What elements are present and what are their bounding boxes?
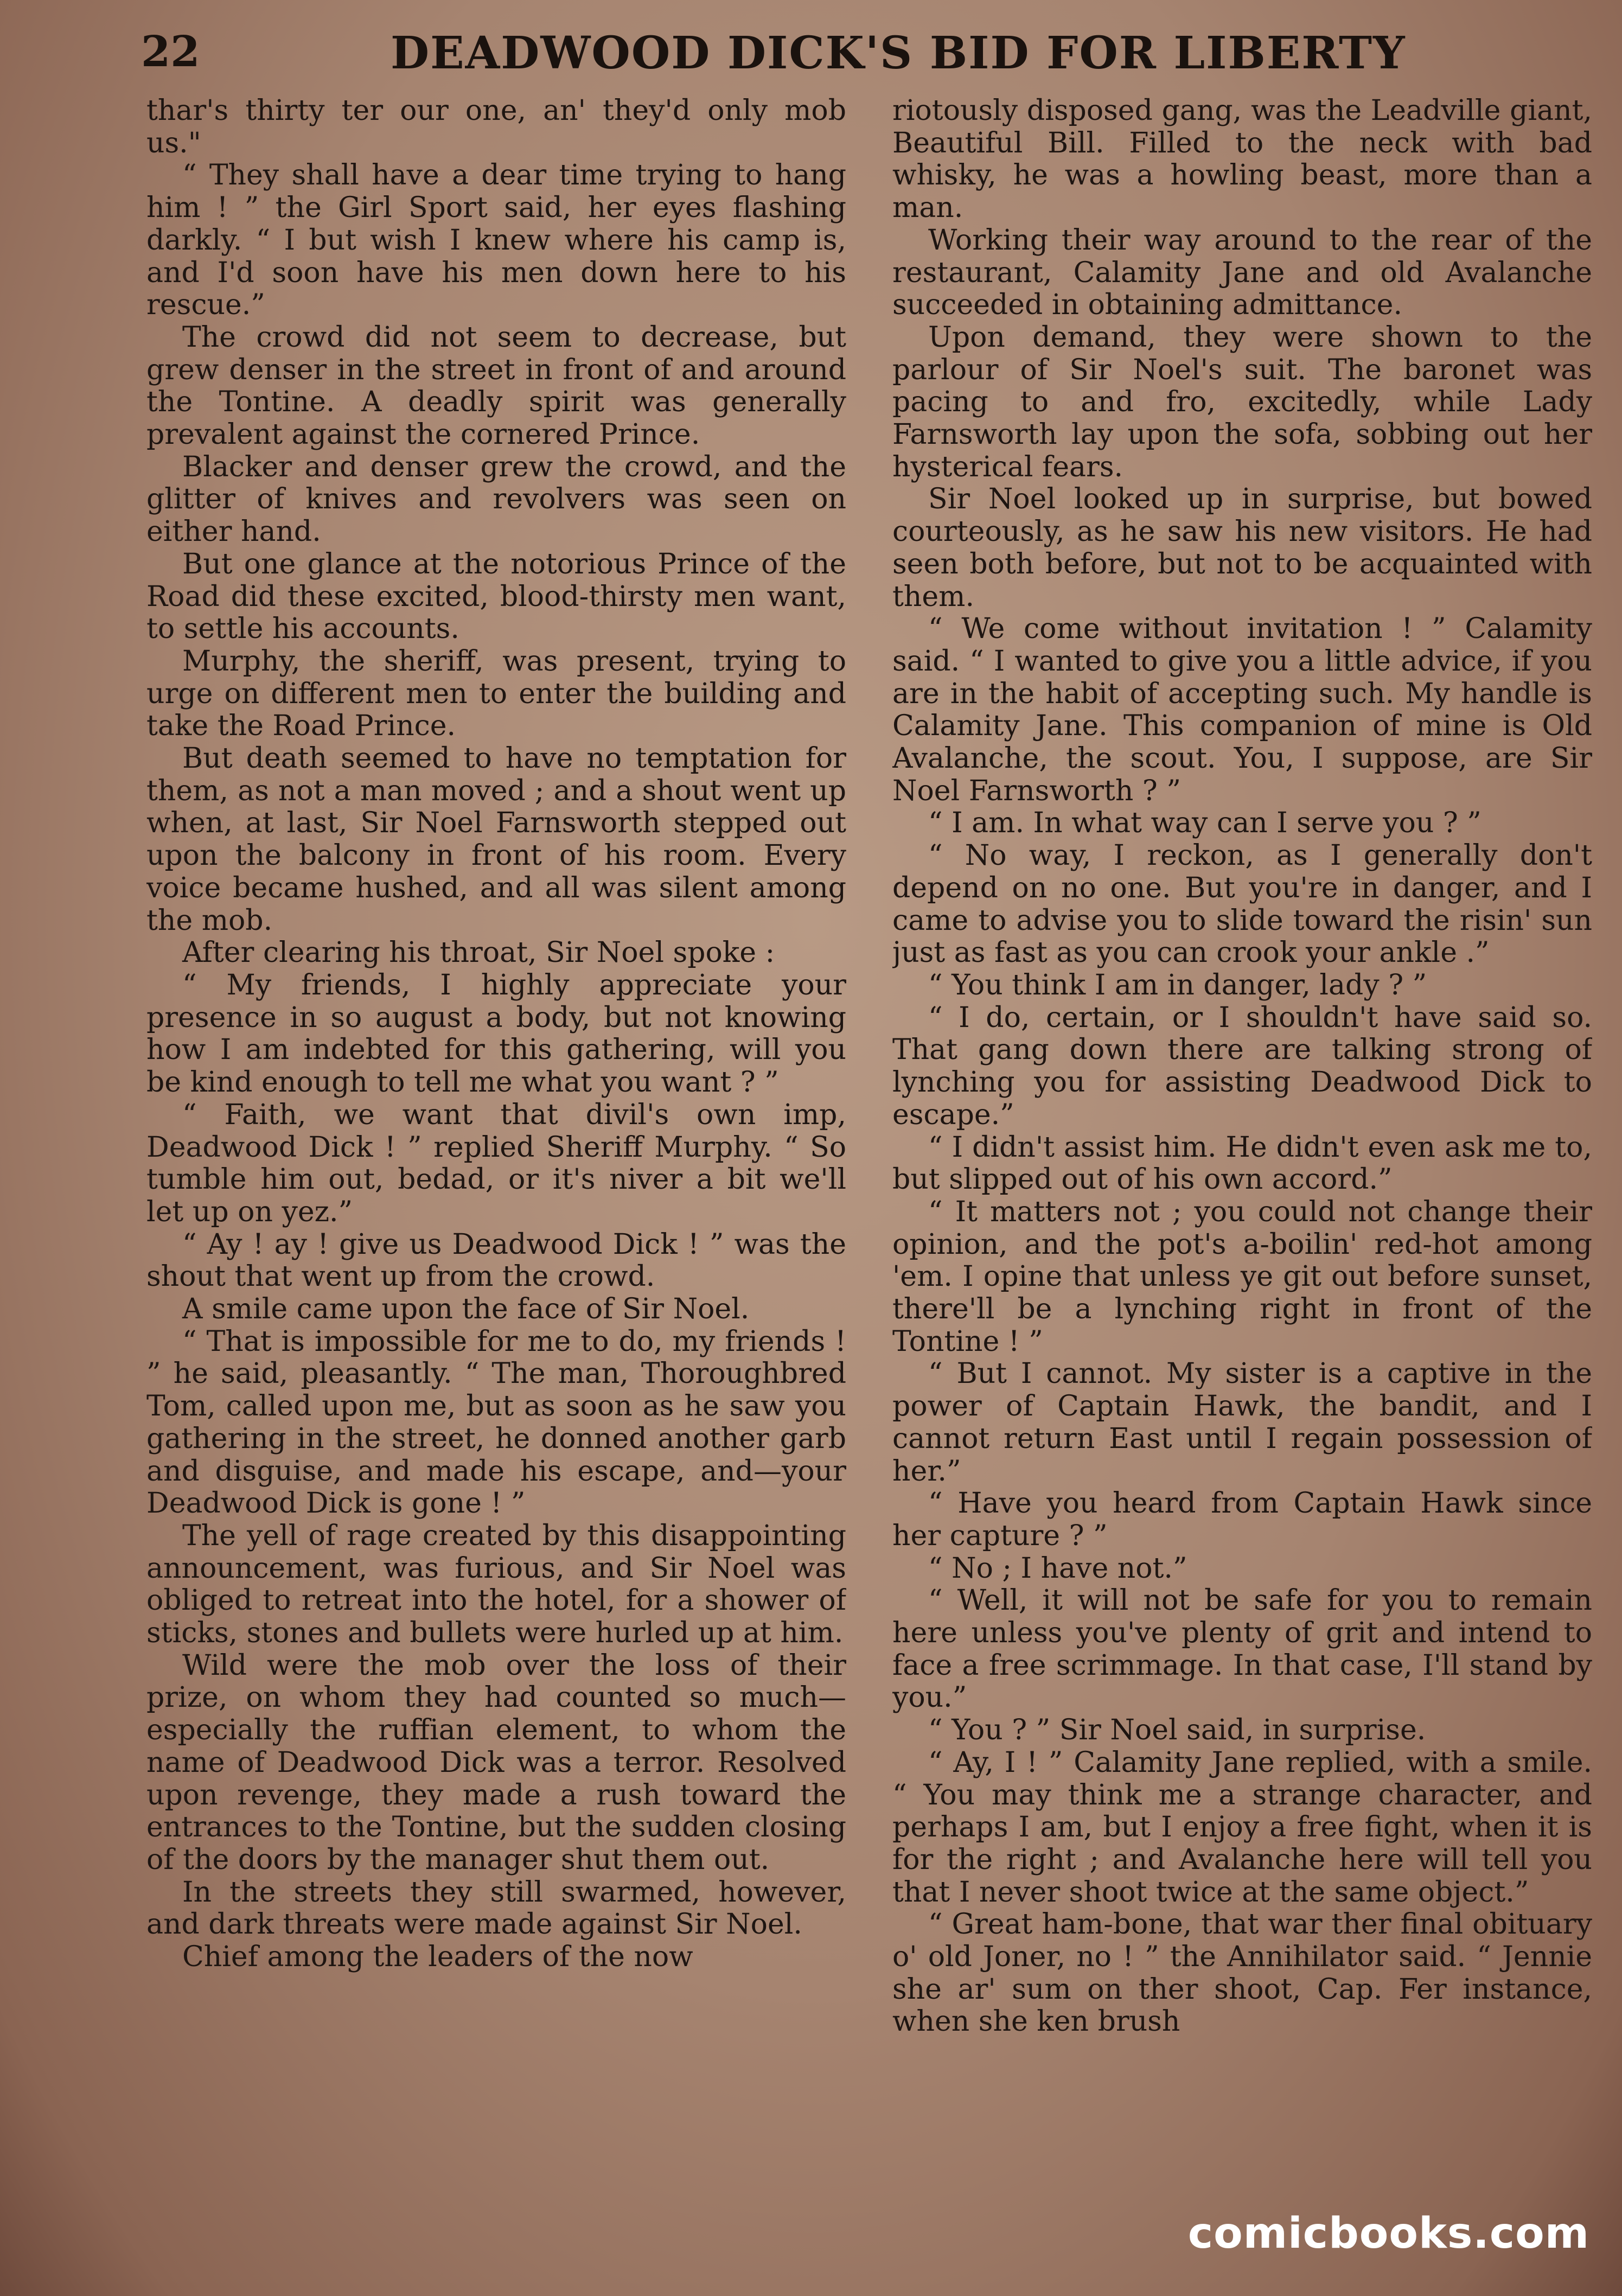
paragraph: Sir Noel looked up in surprise, but bowed courteously, as he saw his new visitors. He had seen both before, but not to be acquainted with them. [892,483,1592,613]
paragraph: Murphy, the sheriff, was present, trying to urge on different men to enter the building and take the Road Prince. [146,645,846,743]
paragraph: Wild were the mob over the loss of their prize, on whom they had counted so much—especially the ruffian element, to whom the name of Deadwood Dick was a terror. Resolved upon revenge, they made a rush toward the entrances to the Tontine, but the sudden closing of the doors by the manager shut them out. [146,1649,846,1876]
page-number: 22 [141,27,200,76]
paragraph: riotously disposed gang, was the Leadville giant, Beautiful Bill. Filled to the neck with bad whisky, he was a howling beast, more than a man. [892,95,1592,225]
paragraph: “ They shall have a dear time trying to hang him ! ” the Girl Sport said, her eyes flashing darkly. “ I but wish I knew where his camp is, and I'd soon have his men down here to his rescue.” [146,159,846,322]
paragraph: Upon demand, they were shown to the parlour of Sir Noel's suit. The baronet was pacing to and fro, excitedly, while Lady Farnsworth lay upon the sofa, sobbing out her hysterical fears. [892,321,1592,483]
paragraph: “ Ay ! ay ! give us Deadwood Dick ! ” was the shout that went up from the crowd. [146,1228,846,1293]
paragraph: “ I am. In what way can I serve you ? ” [928,807,1481,840]
paragraph: “ I do, certain, or I shouldn't have said so. That gang down there are talking strong of lynching you for assisting Deadwood Dick to escape.” [892,1001,1592,1131]
paragraph: “ You think I am in danger, lady ? ” [928,968,1427,1002]
page-header [141,27,1606,87]
right-text-column [892,95,1592,2167]
paragraph: “ But I cannot. My sister is a captive in the power of Captain Hawk, the bandit, and I cannot return East until I regain possession of her.” [892,1357,1592,1488]
paragraph: The crowd did not seem to decrease, but grew denser in the street in front of and around the Tontine. A deadly spirit was generally prevalent against the cornered Prince. [146,321,846,451]
paragraph: “ Faith, we want that divil's own imp, Deadwood Dick ! ” replied Sheriff Murphy. “ So tumble him out, bedad, or it's niver a bit we'll let up on yez.” [146,1098,846,1228]
paragraph: The yell of rage created by this disappointing announcement, was furious, and Sir Noel was obliged to retreat into the hotel, for a shower of sticks, stones and bullets were hurled up at him. [146,1519,846,1650]
paragraph: “ It matters not ; you could not change their opinion, and the pot's a-boilin' red-hot among 'em. I opine that unless ye git out before sunset, there'll be a lynching right in front of the Tontine ! ” [892,1195,1592,1358]
paragraph: In the streets they still swarmed, however, and dark threats were made against Sir Noel. [146,1876,846,1941]
paragraph: “ Well, it will not be safe for you to remain here unless you've plenty of grit and intend to face a free scrimmage. In that case, I'll stand by you.” [892,1584,1592,1714]
paragraph: But death seemed to have no temptation for them, as not a man moved ; and a shout went up when, at last, Sir Noel Farnsworth stepped out upon the balcony in front of his room. Every voice became hushed, and all was silent among the mob. [146,742,846,937]
paragraph: “ No ; I have not.” [928,1552,1187,1585]
paragraph: thar's thirty ter our one, an' they'd only mob us." [146,95,846,160]
paragraph: “ That is impossible for me to do, my friends ! ” he said, pleasantly. “ The man, Thoroughbred Tom, called upon me, but as soon as he saw you gathering in the street, he donned another garb and disguise, and made his escape, and—your Deadwood Dick is gone ! ” [146,1325,846,1520]
paragraph: “ No way, I reckon, as I generally don't depend on no one. But you're in danger, and I came to advise you to slide toward the risin' sun just as fast as you can crook your ankle .” [892,839,1592,970]
paragraph: “ Great ham-bone, that war ther final obituary o' old Joner, no ! ” the Annihilator said. “ Jennie she ar' sum on ther shoot, Cap. Fer instance, when she ken brush [892,1908,1592,2038]
paragraph: But one glance at the notorious Prince of the Road did these excited, blood-thirsty men want, to settle his accounts. [146,547,846,646]
paragraph: A smile came upon the face of Sir Noel. [182,1293,750,1326]
paragraph: Blacker and denser grew the crowd, and the glitter of knives and revolvers was seen on either hand. [146,450,846,549]
paragraph: “ You ? ” Sir Noel said, in surprise. [928,1714,1426,1747]
running-title: DEADWOOD DICK'S BID FOR LIBERTY [391,27,1406,79]
paragraph: “ Have you heard from Captain Hawk since her capture ? ” [892,1487,1592,1552]
paragraph: “ We come without invitation ! ” Calamity said. “ I wanted to give you a little advice, if you are in the habit of accepting such. My handle is Calamity Jane. This companion of mine is Old Avalanche, the scout. You, I suppose, are Sir Noel Farnsworth ? ” [892,613,1592,807]
site-watermark: comicbooks.com [1187,2209,1589,2258]
paragraph: Chief among the leaders of the now [182,1941,693,1974]
paragraph: After clearing his throat, Sir Noel spoke : [182,936,775,970]
paragraph: “ I didn't assist him. He didn't even ask me to, but slipped out of his own accord.” [892,1131,1592,1196]
left-text-column [146,95,846,2167]
paragraph: “ Ay, I ! ” Calamity Jane replied, with a smile. “ You may think me a strange character, and perhaps I am, but I enjoy a free fight, when it is for the right ; and Avalanche here will tell you that I never shoot twice at the same object.” [892,1746,1592,1909]
paragraph: “ My friends, I highly appreciate your presence in so august a body, but not knowing how I am indebted for this gathering, will you be kind enough to tell me what you want ? ” [146,968,846,1099]
paragraph: Working their way around to the rear of the restaurant, Calamity Jane and old Avalanche succeeded in obtaining admittance. [892,224,1592,322]
